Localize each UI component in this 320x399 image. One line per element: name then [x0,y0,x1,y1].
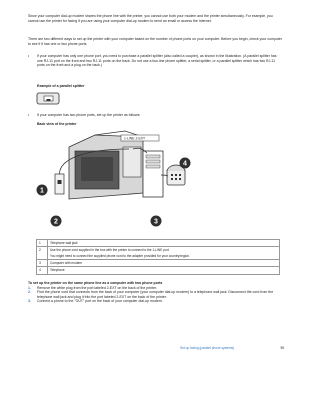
ways-paragraph: There are two different ways to set up the printer with your computer based on the number of phone ports on your computer. Before you begin, check your computer to see if it has one or two phone ports. [28,37,283,46]
wall-jack [55,174,64,194]
step-item [28,290,283,299]
port-label-box [121,135,159,141]
callout-table [36,239,280,275]
steps-heading: To set up the printer on the same phone line as a computer with two phone ports [28,281,163,285]
footer-section-title: Set up faxing (parallel phone systems) [180,346,235,350]
callout-2 [51,216,62,227]
computer-tower [143,151,163,197]
bullet-text: If your computer has only one phone port, you need to purchase a parallel splitter (also called a coupler), as shown in the illustration. (A parallel splitter has one RJ-11 port on the front and two RJ-11 ports on the back. Do not use a two-line phone splitter, a serial splitter, or a parallel splitter which has two RJ-11 ports on the front and a plug on the back.) [37,54,277,68]
svg-text:2: 2 [54,218,58,226]
callout-1 [37,185,48,196]
svg-text:3: 3 [154,218,158,226]
step-item [28,299,283,304]
parallel-splitter-image [36,91,62,106]
svg-text:1: 1 [40,187,44,195]
table-row [37,260,280,267]
back-view-caption: Back view of the printer [37,122,77,126]
table-cell-text: Computer with modem [48,260,280,267]
table-cell-text: Telephone wall jack [48,240,280,247]
setup-steps [28,281,283,304]
table-cell-num: 2 [37,247,48,260]
port-label: 1-LINE 2-EXT [124,136,146,141]
step-number: 3. [28,299,31,304]
intro-paragraph: Since your computer dial-up modem shares the phone line with the printer, you cannot use both your modem and the printer simultaneously. For example, you cannot use the printer for faxing if you are using your computer dial-up modem to send an email or access the Internet. [28,14,273,23]
bullet-text: If your computer has two phone ports, set up the printer as follows: [37,113,141,117]
bullet-dot: • [28,54,30,58]
table-cell-note: You might need to connect the supplied phone cord to the adapter provided for your country/region. [50,253,190,258]
table-cell-num: 4 [37,267,48,274]
callout-3 [151,216,162,227]
table-cell-main: Use the phone cord supplied in the box with the printer to connect to the 1-LINE port [50,248,169,253]
bullet-dot: • [28,113,30,117]
table-row [37,267,280,274]
step-text: Find the phone cord that connects from the back of your computer (your computer dial-up modem) to a telephone wall jack. Disconnect the cord from the telephone wall jack and plug it into the port labeled 2-EXT on the back of the printer. [37,290,274,299]
table-cell-text: Telephone [48,267,280,274]
printer-back-diagram [35,129,193,227]
callout-4 [180,158,191,169]
telephone [167,165,185,185]
bullet-one-port [28,54,283,84]
svg-text:4: 4 [183,160,187,168]
table-cell-num: 1 [37,240,48,247]
table-cell-num: 3 [37,260,48,267]
table-row [37,247,280,260]
page-number: 95 [280,346,284,350]
step-number: 2. [28,290,31,295]
splitter-port-clip [47,99,51,101]
table-cell-text [48,247,280,260]
step-text: Remove the white plug from the port labeled 2-EXT on the back of the printer. [37,285,157,290]
step-number: 1. [28,285,31,290]
table-row [37,240,280,247]
splitter-caption: Example of a parallel splitter [37,84,85,88]
step-text: Connect a phone to the "OUT" port on the back of your computer dial-up modem. [37,299,163,304]
